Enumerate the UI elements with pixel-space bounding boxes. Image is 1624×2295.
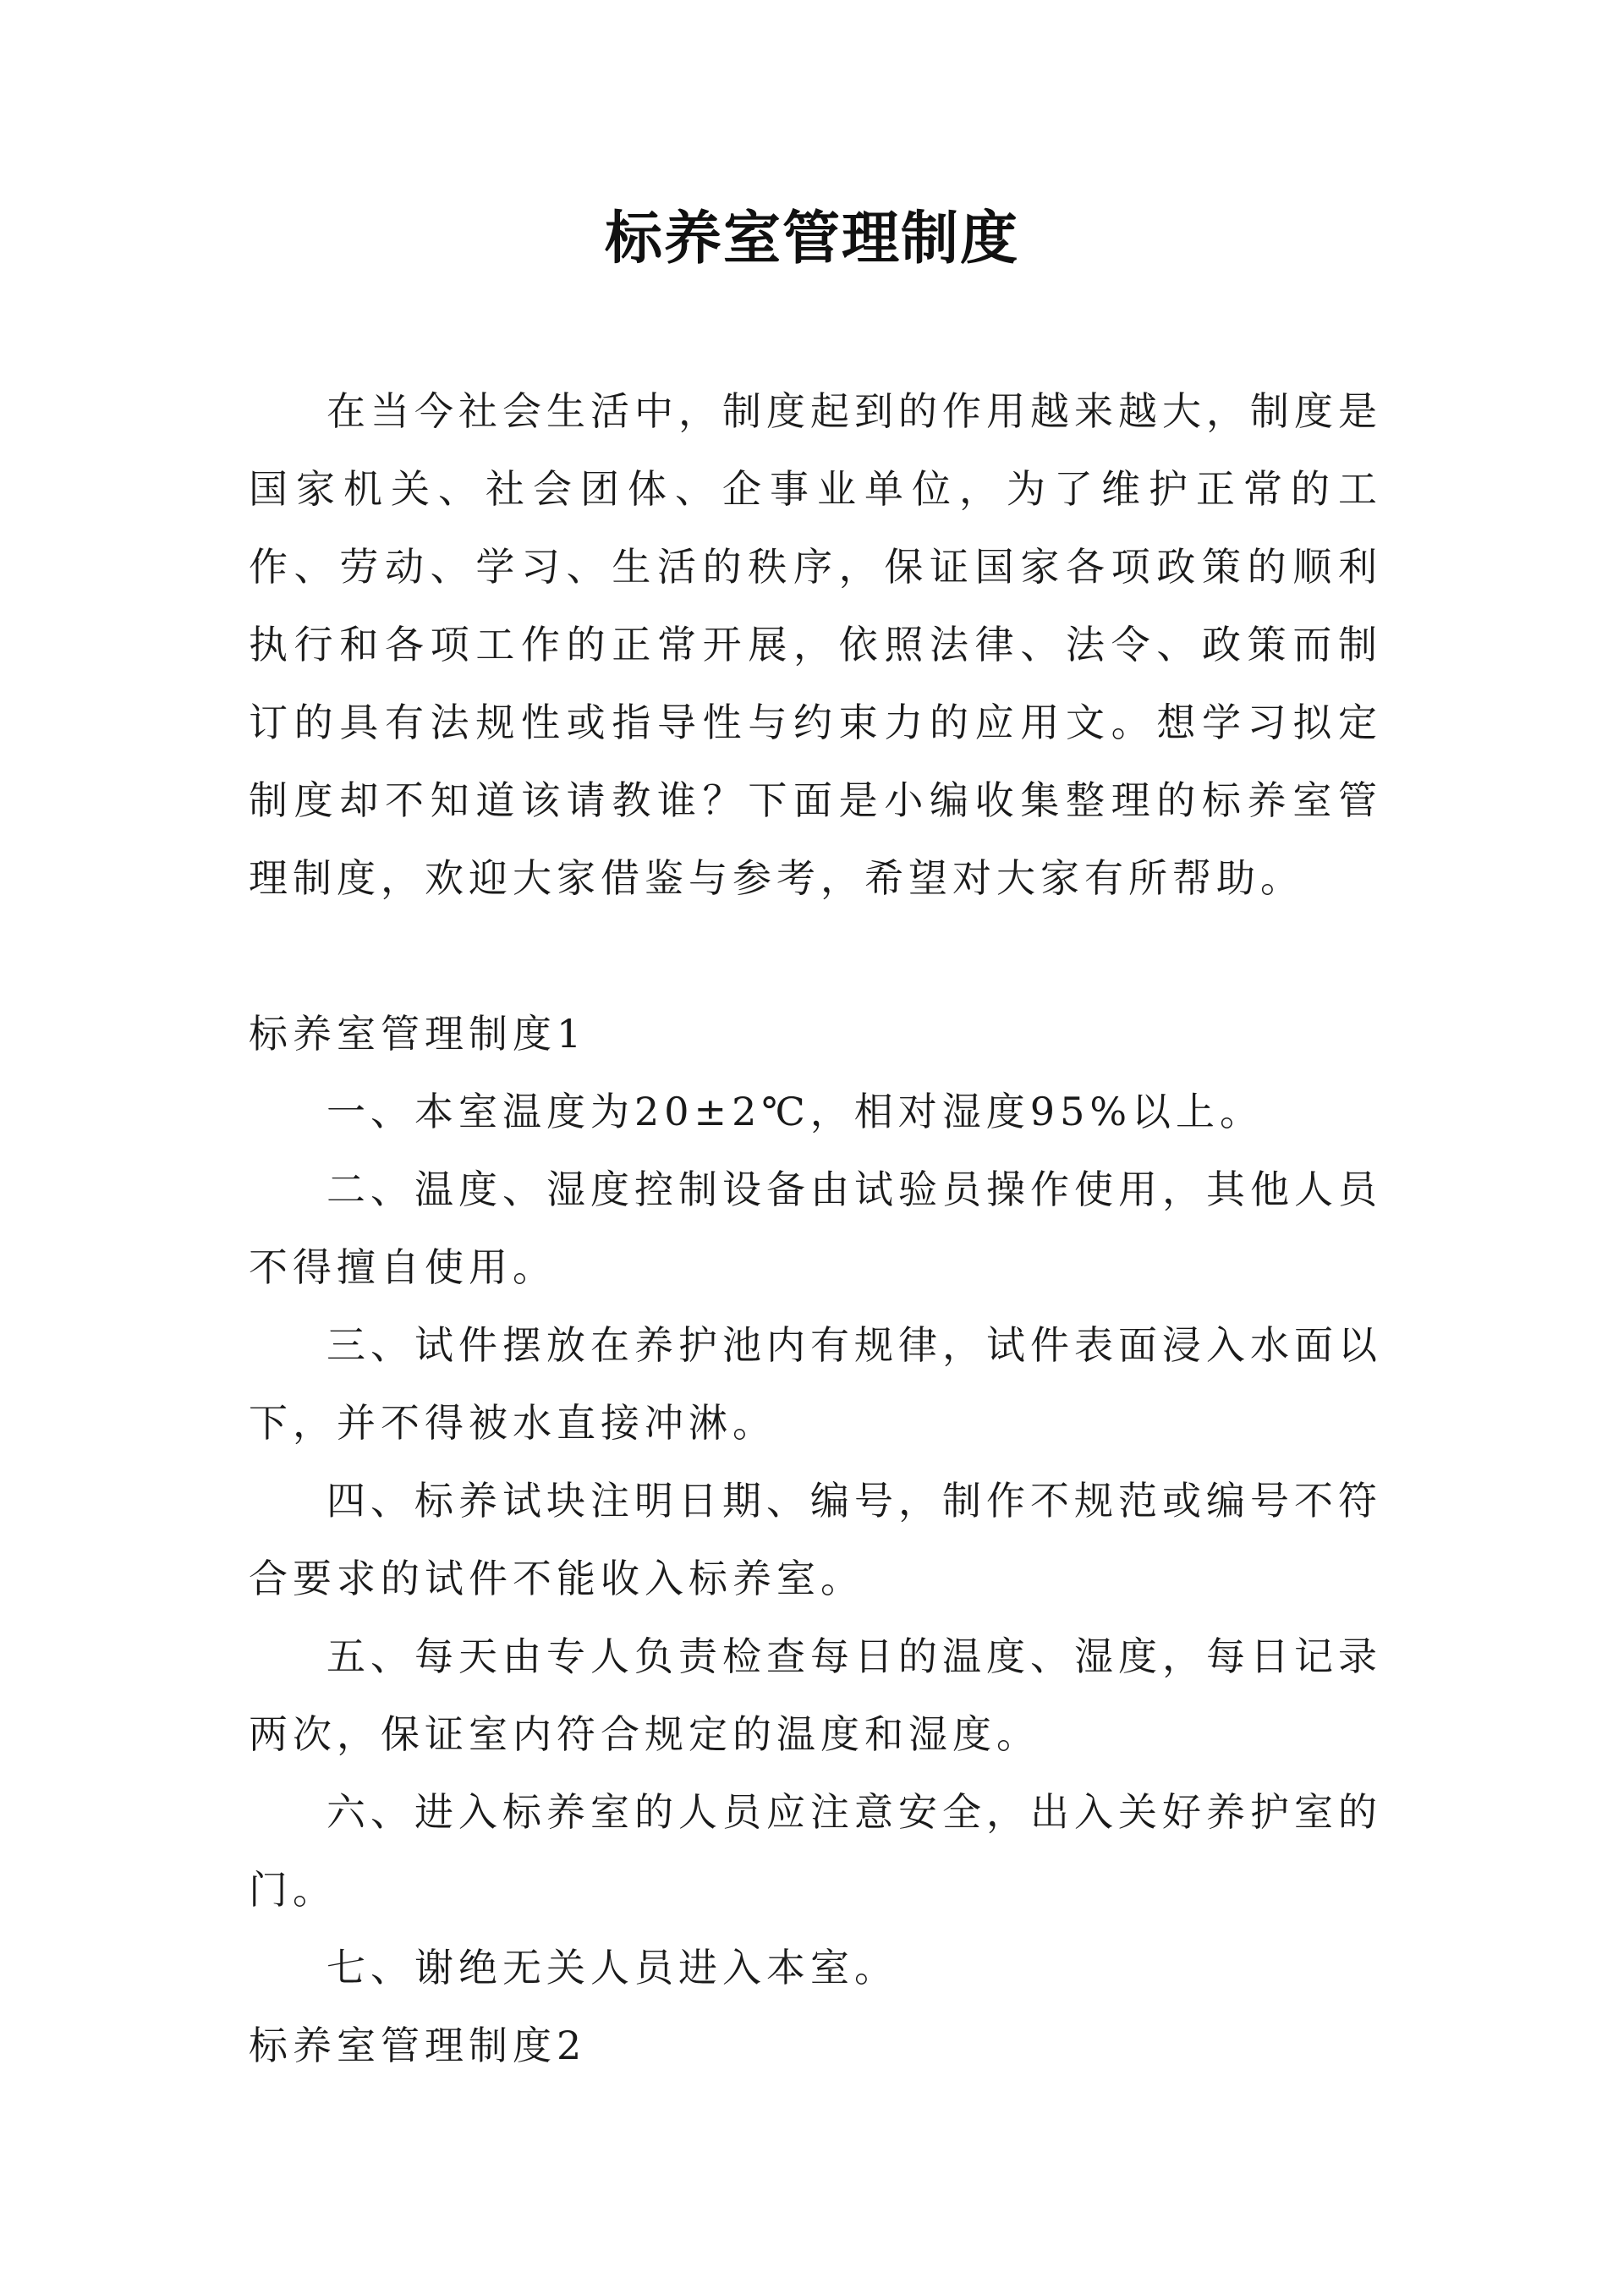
document-title: 标养室管理制度: [604, 206, 1019, 272]
section-1-item-2: 二、温度、湿度控制设备由试验员操作使用，其他人员不得擅自使用。: [249, 1167, 1382, 1290]
section-1-item-3: 三、试件摆放在养护池内有规律，试件表面浸入水面以下，并不得被水直接冲淋。: [249, 1322, 1382, 1446]
document-body: [249, 372, 1382, 2084]
section-1-heading: 标养室管理制度1: [249, 1011, 587, 1057]
intro-paragraph: 在当今社会生活中，制度起到的作用越来越大，制度是国家机关、社会团体、企事业单位，为了维护正常的工作、劳动、学习、生活的秩序，保证国家各项政策的顺利执行和各项工作的正常开展，依照法律、法令、政策而制订的具有法规性或指导性与约束力的应用文。想学习拟定制度却不知道该请教谁？下面是小编收集整理的标养室管理制度，欢迎大家借鉴与参考，希望对大家有所帮助。: [249, 388, 1382, 901]
section-1-item-1: 一、本室温度为20±2℃，相对湿度95%以上。: [326, 1089, 1265, 1134]
section-1-item-6: 六、进入标养室的人员应注意安全，出入关好养护室的门。: [249, 1789, 1382, 1913]
section-1-item-5: 五、每天由专人负责检查每日的温度、湿度，每日记录两次，保证室内符合规定的温度和湿度。: [249, 1633, 1382, 1757]
section-1-item-4: 四、标养试块注明日期、编号，制作不规范或编号不符合要求的试件不能收入标养室。: [249, 1478, 1382, 1601]
section-1-item-7: 七、谢绝无关人员进入本室。: [326, 1945, 898, 1990]
section-2-heading: 标养室管理制度2: [249, 2023, 587, 2068]
